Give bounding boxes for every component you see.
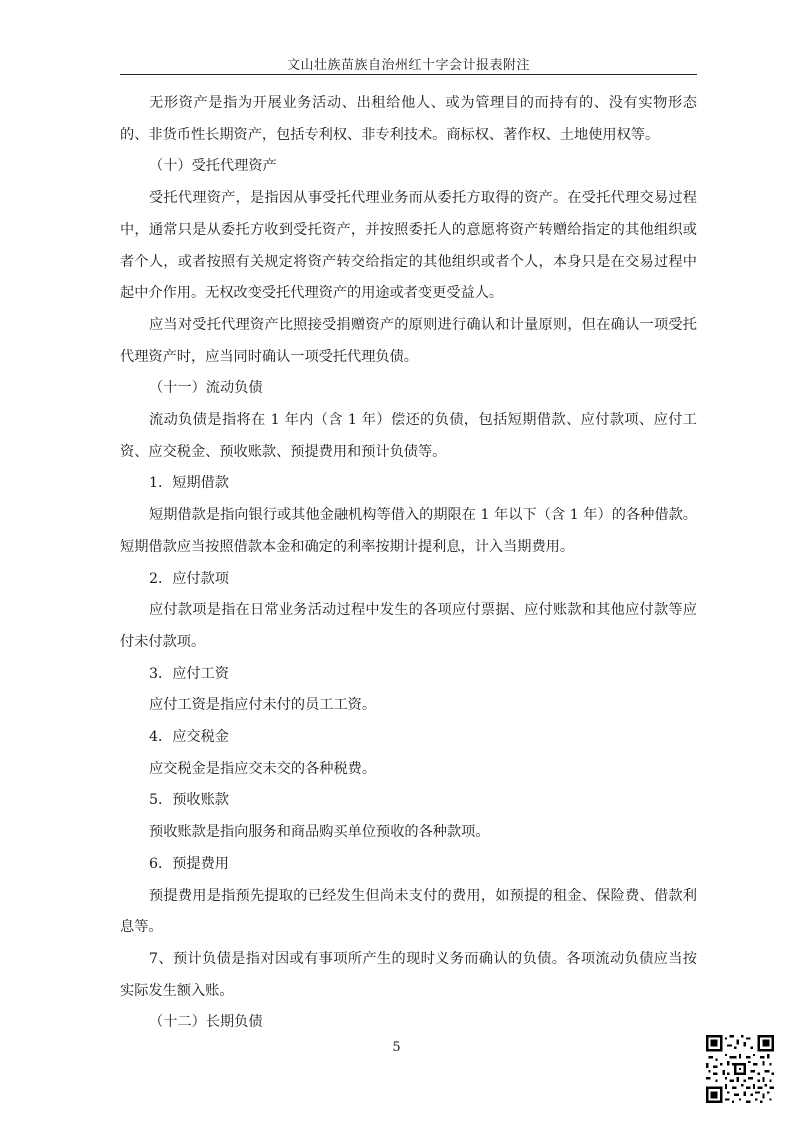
paragraph-advance-receipts: 预收账款是指向服务和商品购买单位预收的各种款项。	[149, 824, 490, 841]
document-body	[120, 88, 697, 1039]
heading-current-liabilities: （十一）流动负债	[149, 380, 263, 397]
paragraph-short-term-loans: 短期借款是指向银行或其他金融机构等借入的期限在 1 年以下（含 1 年）的各种借款。短期借款应当按照借款本金和确定的利率按期计提利息，计入当期费用。	[120, 507, 697, 555]
paragraph-entrusted-recognition: 应当对受托代理资产比照接受捐赠资产的原则进行确认和计量原则，但在确认一项受托代理资产时，应当同时确认一项受托代理负债。	[120, 316, 697, 365]
heading-payables: 2．应付款项	[149, 570, 229, 587]
heading-short-term-loans: 1．短期借款	[149, 475, 229, 492]
heading-taxes-payable: 4．应交税金	[149, 729, 229, 746]
paragraph-wages-payable: 应付工资是指应付未付的员工工资。	[149, 697, 377, 714]
heading-long-term-liabilities: （十二）长期负债	[149, 1014, 263, 1031]
heading-advance-receipts: 5．预收账款	[149, 792, 229, 809]
page-header: 文山壮族苗族自治州红十字会计报表附注	[286, 58, 530, 73]
heading-accrued-expenses: 6．预提费用	[149, 855, 229, 872]
qr-code-icon	[706, 1035, 774, 1103]
header-rule	[120, 74, 697, 75]
paragraph-intangible-assets: 无形资产是指为开展业务活动、出租给他人、或为管理目的而持有的、没有实物形态的、非货币性长期资产，包括专利权、非专利技术。商标权、著作权、土地使用权等。	[120, 95, 697, 143]
page-number: 5	[392, 1040, 401, 1055]
heading-wages-payable: 3．应付工资	[149, 665, 229, 682]
heading-entrusted-assets: （十）受托代理资产	[149, 158, 277, 175]
paragraph-current-liabilities: 流动负债是指将在 1 年内（含 1 年）偿还的负债，包括短期借款、应付款项、应付工资、应交税金、预收账款、预提费用和预计负债等。	[120, 412, 697, 460]
paragraph-payables: 应付款项是指在日常业务活动过程中发生的各项应付票据、应付账款和其他应付款等应付未付款项。	[120, 602, 697, 650]
paragraph-entrusted-assets: 受托代理资产，是指因从事受托代理业务而从委托方取得的资产。在受托代理交易过程中，通常只是从委托方收到受托资产，并按照委托人的意愿将资产转赠给指定的其他组织或者个人，或者按照有关规定将资产转交给指定的其他组织或者个人，本身只是在交易过程中起中介作用。无权改变受托代理资产的用途或者变更受益人。	[120, 190, 697, 302]
paragraph-taxes-payable: 应交税金是指应交未交的各种税费。	[149, 760, 377, 777]
paragraph-estimated-liabilities: 7、预计负债是指对因或有事项所产生的现时义务而确认的负债。各项流动负债应当按实际发生额入账。	[120, 950, 697, 999]
paragraph-accrued-expenses: 预提费用是指预先提取的已经发生但尚未支付的费用，如预提的租金、保险费、借款利息等。	[120, 887, 697, 936]
